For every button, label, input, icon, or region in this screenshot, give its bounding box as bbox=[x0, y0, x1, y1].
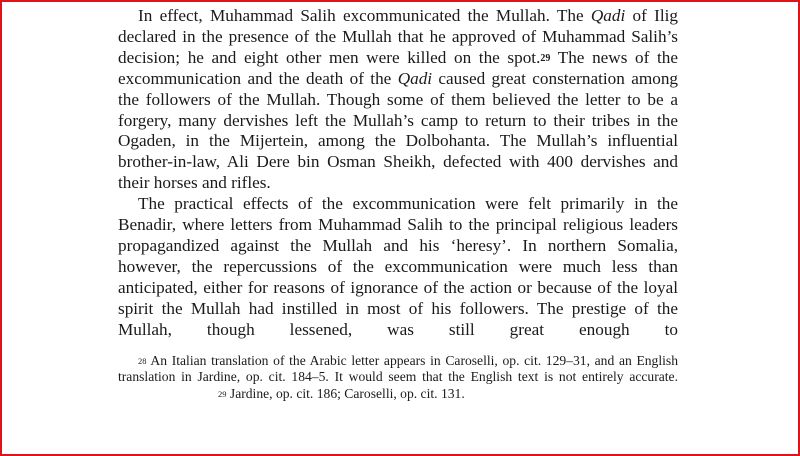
footnote-29-number: 29 bbox=[218, 388, 227, 399]
paragraph-1-part-2: of Ilig declared in the presence of the Mullah that he approved of Muhammad Salih’s decision; he and eight other men were killed on the spot. bbox=[118, 6, 678, 67]
paragraph-2-text: The practical effects of the excommunication were felt primarily in the Benadir, where letters from Muhammad Salih to the principal religious leaders propagandized against the Mullah and his ‘heresy’. In northern Somalia, however, the repercussions of the excommunication were much less than anticipated, either for reasons of ignorance of the action or because of the loyal spirit the Mullah had instilled in most of his followers. The prestige of the Mullah, though lessened, was still great enough to bbox=[118, 194, 678, 339]
qadi-term: Qadi bbox=[590, 6, 626, 25]
paragraph-2 bbox=[118, 194, 678, 340]
paragraph-1-part-3: The news of the excommunication and the death of the bbox=[118, 47, 678, 88]
footnotes bbox=[118, 353, 678, 403]
footnote-28-text: An Italian translation of the Arabic letter appears in Caroselli, op. cit. 129–31, and an English translation in Jardine, op. cit. 184–5. It would seem that the English text is not entirely accurate. bbox=[118, 352, 678, 384]
footnote-ref-29: 29 bbox=[540, 52, 551, 64]
paragraph-1 bbox=[118, 6, 678, 194]
footnote-29-text: Jardine, op. cit. 186; Caroselli, op. cit. 131. bbox=[226, 385, 465, 401]
book-page bbox=[118, 6, 678, 402]
paragraph-1-part-4: caused great consternation among the followers of the Mullah. Though some of them believed the letter to be a forgery, many dervishes left the Mullah’s camp to return to their tribes in the Ogaden, in the Mijertein, among the Dolbohanta. The Mullah’s influential brother-in-law, Ali Dere bin Osman Sheikh, defected with 400 dervishes and their horses and rifles. bbox=[118, 68, 679, 193]
body-text bbox=[118, 6, 678, 341]
paragraph-1-part-1: In effect, Muhammad Salih excommunicated the Mullah. The bbox=[138, 6, 591, 25]
qadi-term: Qadi bbox=[397, 68, 433, 88]
footnote-28-number: 28 bbox=[138, 355, 147, 366]
